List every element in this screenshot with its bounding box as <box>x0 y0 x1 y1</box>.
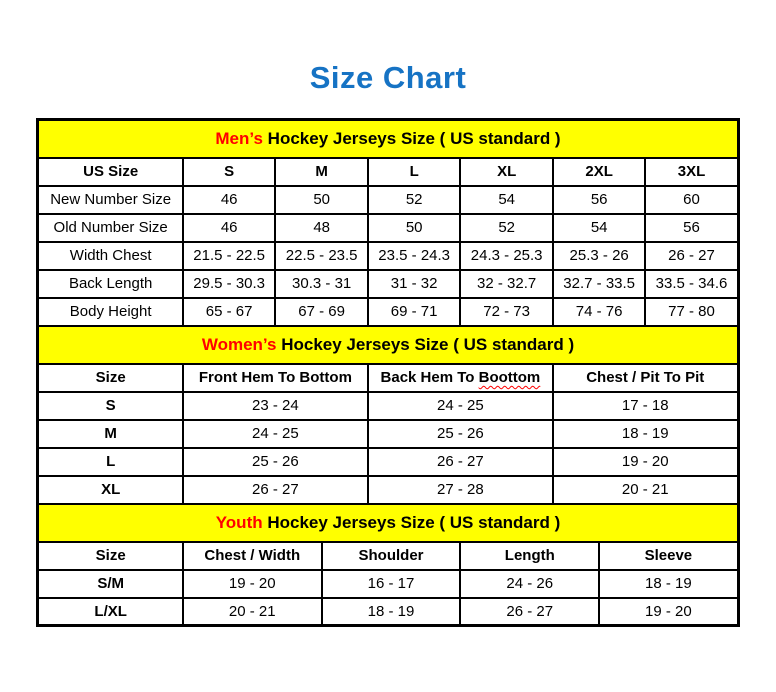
youth-row-label: L/XL <box>38 598 183 626</box>
womens-header-row <box>38 364 738 392</box>
womens-col-header: Chest / Pit To Pit <box>553 364 738 392</box>
womens-band-cell <box>38 326 738 364</box>
mens-cell: 67 - 69 <box>275 298 368 326</box>
mens-cell: 46 <box>183 186 276 214</box>
mens-col-header: M <box>275 158 368 186</box>
mens-cell: 48 <box>275 214 368 242</box>
mens-section-band <box>38 120 738 158</box>
mens-row-label: Width Chest <box>38 242 183 270</box>
table-row <box>38 598 738 626</box>
table-row <box>38 242 738 270</box>
table-row <box>38 420 738 448</box>
table-row <box>38 476 738 504</box>
womens-row-label: L <box>38 448 183 476</box>
mens-cell: 52 <box>460 214 553 242</box>
womens-row-label: S <box>38 392 183 420</box>
youth-cell: 24 - 26 <box>460 570 599 598</box>
youth-row-label: S/M <box>38 570 183 598</box>
mens-cell: 23.5 - 24.3 <box>368 242 461 270</box>
womens-cell: 20 - 21 <box>553 476 738 504</box>
mens-cell: 54 <box>553 214 646 242</box>
mens-cell: 31 - 32 <box>368 270 461 298</box>
mens-col-header: 2XL <box>553 158 646 186</box>
mens-cell: 69 - 71 <box>368 298 461 326</box>
womens-col-header: Size <box>38 364 183 392</box>
mens-cell: 22.5 - 23.5 <box>275 242 368 270</box>
youth-col-header: Sleeve <box>599 542 738 570</box>
youth-cell: 26 - 27 <box>460 598 599 626</box>
mens-col-header: US Size <box>38 158 183 186</box>
womens-cell: 23 - 24 <box>183 392 368 420</box>
table-row <box>38 186 738 214</box>
mens-cell: 56 <box>553 186 646 214</box>
womens-cell: 24 - 25 <box>368 392 553 420</box>
mens-cell: 32.7 - 33.5 <box>553 270 646 298</box>
table-row <box>38 270 738 298</box>
womens-col-header-back-hem: Back Hem To <box>380 369 475 386</box>
table-row <box>38 392 738 420</box>
womens-cell: 25 - 26 <box>183 448 368 476</box>
womens-cell: 25 - 26 <box>368 420 553 448</box>
mens-cell: 74 - 76 <box>553 298 646 326</box>
mens-cell: 77 - 80 <box>645 298 738 326</box>
youth-col-header: Length <box>460 542 599 570</box>
mens-col-header: L <box>368 158 461 186</box>
womens-cell: 24 - 25 <box>183 420 368 448</box>
womens-row-label: M <box>38 420 183 448</box>
mens-row-label: Body Height <box>38 298 183 326</box>
womens-section-band <box>38 326 738 364</box>
womens-cell: 18 - 19 <box>553 420 738 448</box>
mens-cell: 32 - 32.7 <box>460 270 553 298</box>
womens-cell: 26 - 27 <box>183 476 368 504</box>
mens-cell: 21.5 - 22.5 <box>183 242 276 270</box>
youth-header-row <box>38 542 738 570</box>
mens-cell: 46 <box>183 214 276 242</box>
mens-band-text: Hockey Jerseys Size ( US standard ) <box>267 128 561 148</box>
mens-cell: 50 <box>275 186 368 214</box>
youth-cell: 16 - 17 <box>322 570 461 598</box>
mens-cell: 72 - 73 <box>460 298 553 326</box>
womens-row-label: XL <box>38 476 183 504</box>
youth-cell: 18 - 19 <box>599 570 738 598</box>
mens-band-cell <box>38 120 738 158</box>
youth-cell: 18 - 19 <box>322 598 461 626</box>
youth-band-text: Hockey Jerseys Size ( US standard ) <box>267 512 561 532</box>
youth-col-header: Shoulder <box>322 542 461 570</box>
mens-cell: 33.5 - 34.6 <box>645 270 738 298</box>
youth-section-band <box>38 504 738 542</box>
mens-cell: 26 - 27 <box>645 242 738 270</box>
womens-cell: 19 - 20 <box>553 448 738 476</box>
mens-header-row <box>38 158 738 186</box>
youth-band-cell <box>38 504 738 542</box>
womens-col-header <box>368 364 553 392</box>
womens-band-highlight: Women’s <box>201 334 277 354</box>
womens-col-header: Front Hem To Bottom <box>183 364 368 392</box>
mens-row-label: Old Number Size <box>38 214 183 242</box>
womens-cell: 27 - 28 <box>368 476 553 504</box>
mens-col-header: S <box>183 158 276 186</box>
page-title: Size Chart <box>309 60 467 95</box>
youth-col-header: Size <box>38 542 183 570</box>
womens-band-text: Hockey Jerseys Size ( US standard ) <box>281 334 575 354</box>
spellcheck-squiggle-word: Boottom <box>478 369 541 386</box>
table-row <box>38 448 738 476</box>
womens-cell: 26 - 27 <box>368 448 553 476</box>
mens-row-label: Back Length <box>38 270 183 298</box>
youth-col-header: Chest / Width <box>183 542 322 570</box>
mens-cell: 29.5 - 30.3 <box>183 270 276 298</box>
youth-band-highlight: Youth <box>215 512 263 532</box>
mens-cell: 60 <box>645 186 738 214</box>
youth-cell: 19 - 20 <box>183 570 322 598</box>
mens-band-highlight: Men’s <box>215 128 263 148</box>
womens-cell: 17 - 18 <box>553 392 738 420</box>
mens-cell: 24.3 - 25.3 <box>460 242 553 270</box>
size-chart-table <box>36 118 739 627</box>
mens-col-header: XL <box>460 158 553 186</box>
mens-cell: 50 <box>368 214 461 242</box>
youth-cell: 20 - 21 <box>183 598 322 626</box>
table-row <box>38 214 738 242</box>
youth-cell: 19 - 20 <box>599 598 738 626</box>
mens-cell: 25.3 - 26 <box>553 242 646 270</box>
mens-cell: 56 <box>645 214 738 242</box>
table-row <box>38 570 738 598</box>
mens-col-header: 3XL <box>645 158 738 186</box>
mens-cell: 65 - 67 <box>183 298 276 326</box>
mens-row-label: New Number Size <box>38 186 183 214</box>
table-row <box>38 298 738 326</box>
mens-cell: 54 <box>460 186 553 214</box>
mens-cell: 30.3 - 31 <box>275 270 368 298</box>
mens-cell: 52 <box>368 186 461 214</box>
